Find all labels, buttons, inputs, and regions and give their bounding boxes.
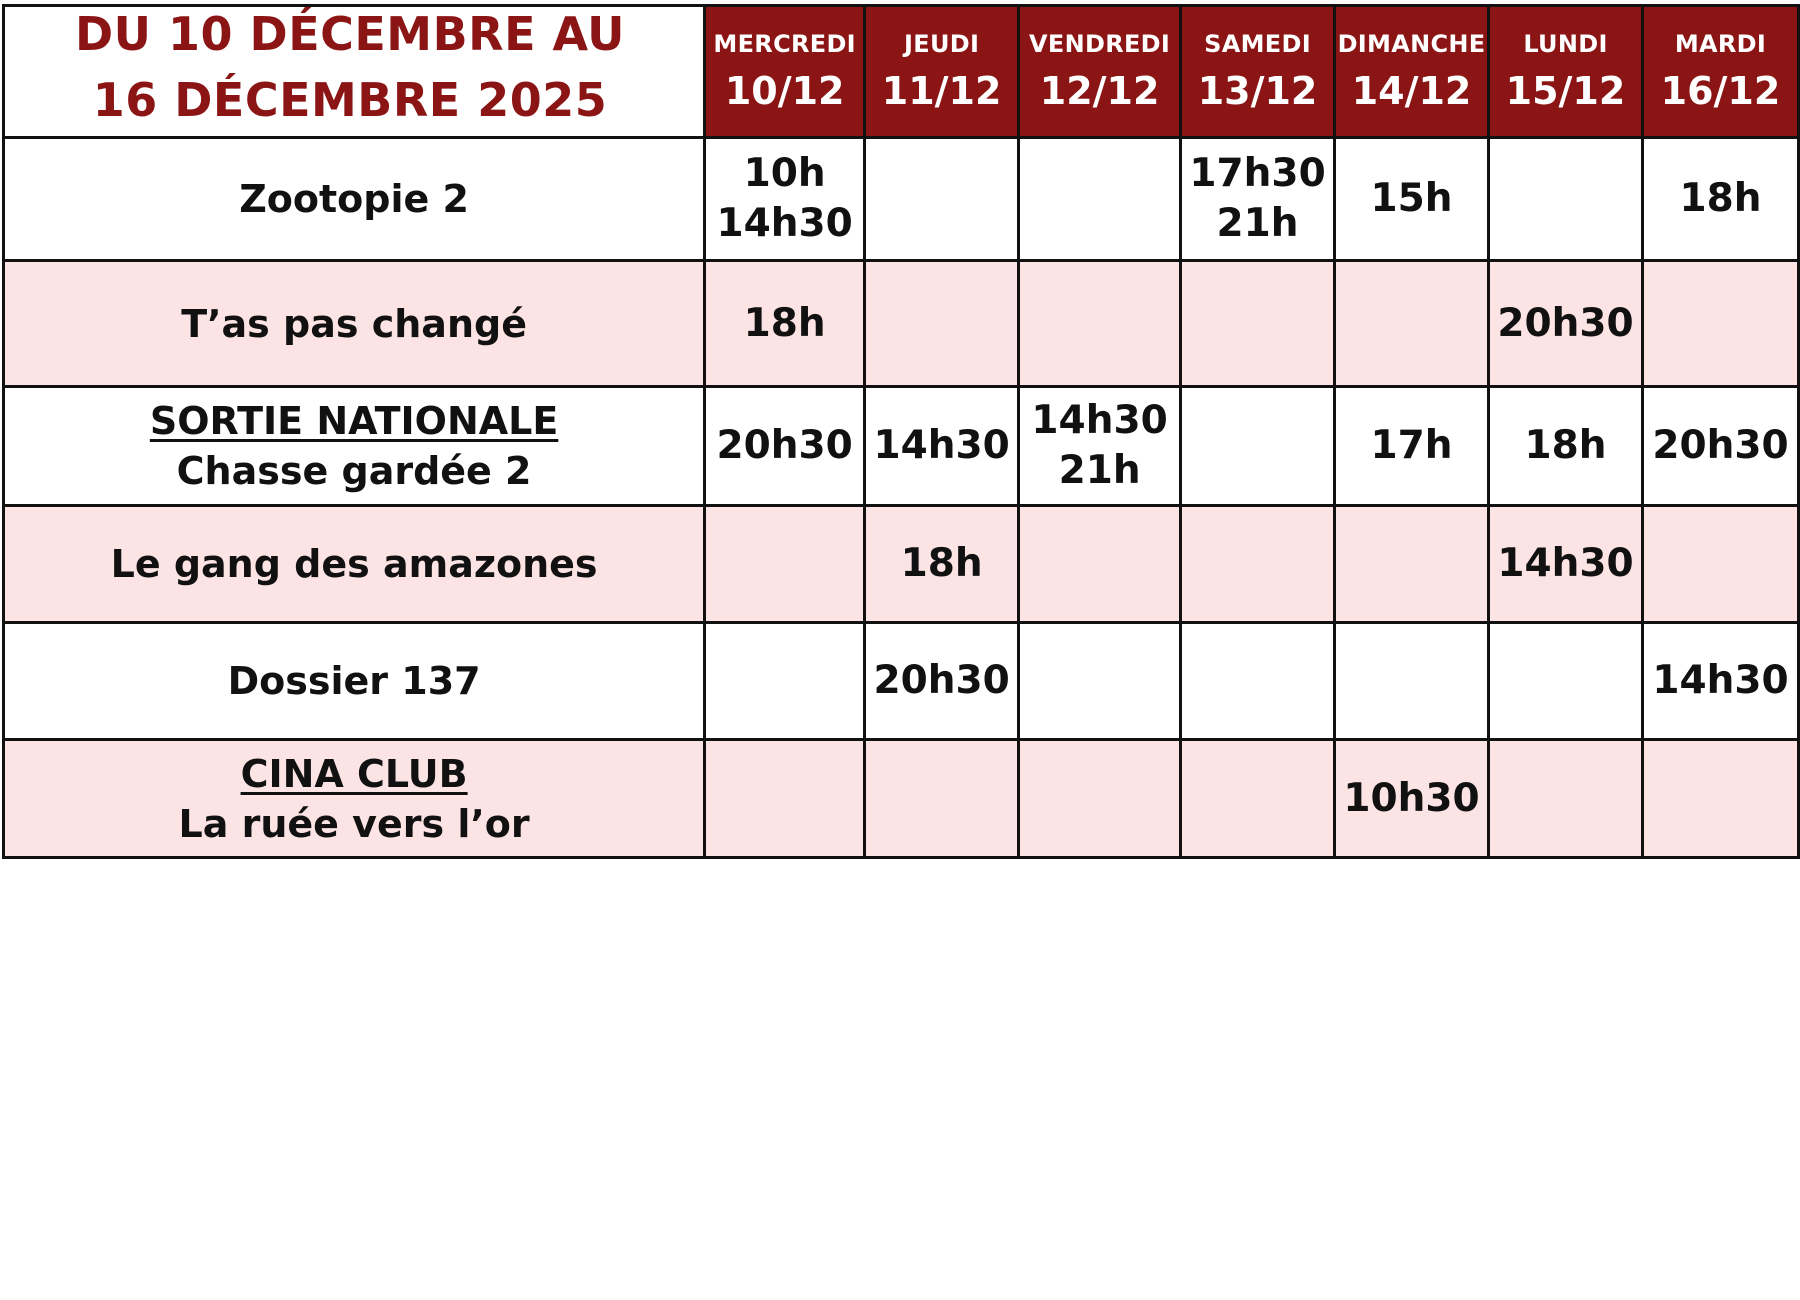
showtime-cell-mercredi — [705, 740, 865, 858]
showtime-cell-mercredi — [705, 387, 865, 506]
film-row — [4, 506, 1799, 623]
day-header-dimanche — [1335, 6, 1489, 138]
showtime-cell-mardi — [1642, 506, 1798, 623]
showtime-cell-lundi — [1489, 506, 1643, 623]
film-title-cell — [4, 387, 705, 506]
film-title: Dossier 137 — [227, 659, 481, 703]
showtime-cell-mercredi — [705, 261, 865, 387]
showtime-cell-samedi — [1181, 387, 1335, 506]
showtime-cell-mardi — [1642, 623, 1798, 740]
showtime-cell-mercredi — [705, 138, 865, 261]
screening-schedule-table — [2, 4, 1800, 859]
film-title: Le gang des amazones — [110, 542, 598, 586]
showtime: 14h30 — [1497, 541, 1634, 586]
showtime-cell-samedi — [1181, 740, 1335, 858]
showtime: 15h — [1370, 176, 1453, 221]
showtime-cell-dimanche — [1335, 261, 1489, 387]
film-row — [4, 387, 1799, 506]
showtime-cell-mardi — [1642, 261, 1798, 387]
showtime-cell-dimanche — [1335, 506, 1489, 623]
day-name: MARDI — [1674, 29, 1767, 58]
showtime-cell-samedi — [1181, 261, 1335, 387]
day-name: VENDREDI — [1029, 29, 1171, 58]
film-row — [4, 623, 1799, 740]
schedule-body — [4, 138, 1799, 858]
showtime: 14h30 — [873, 423, 1010, 468]
showtime: 10h — [743, 151, 826, 196]
day-header-row — [4, 6, 1799, 138]
day-date: 10/12 — [724, 68, 845, 113]
showtime-cell-lundi — [1489, 623, 1643, 740]
day-date: 11/12 — [881, 68, 1002, 113]
showtime-cell-samedi — [1181, 506, 1335, 623]
showtime-cell-lundi — [1489, 261, 1643, 387]
film-title: T’as pas changé — [181, 301, 527, 346]
showtime: 18h — [1679, 176, 1762, 221]
film-tag: CINA CLUB — [240, 751, 468, 796]
showtime: 18h — [1524, 423, 1607, 468]
day-header-lundi — [1489, 6, 1643, 138]
film-tag: SORTIE NATIONALE — [149, 399, 559, 443]
showtime-cell-lundi — [1489, 387, 1643, 506]
day-date: 16/12 — [1660, 68, 1781, 113]
showtime: 18h — [743, 300, 826, 346]
day-header-mercredi — [705, 6, 865, 138]
film-row — [4, 740, 1799, 858]
showtime: 20h30 — [716, 423, 853, 468]
showtime-cell-jeudi — [865, 623, 1019, 740]
showtime: 14h30 — [716, 201, 853, 246]
showtime-cell-samedi — [1181, 138, 1335, 261]
showtime-cell-dimanche — [1335, 138, 1489, 261]
header-corner — [4, 6, 705, 138]
showtime: 18h — [900, 541, 983, 586]
showtime-cell-jeudi — [865, 387, 1019, 506]
day-name: MERCREDI — [713, 29, 856, 58]
day-header-vendredi — [1019, 6, 1181, 138]
showtime-cell-mardi — [1642, 138, 1798, 261]
showtime: 20h30 — [873, 658, 1010, 703]
showtime-cell-vendredi — [1019, 740, 1181, 858]
film-title-cell — [4, 740, 705, 858]
showtime-cell-vendredi — [1019, 506, 1181, 623]
showtime-cell-dimanche — [1335, 623, 1489, 740]
showtime-cell-mercredi — [705, 506, 865, 623]
day-date: 15/12 — [1505, 68, 1626, 113]
film-title: Zootopie 2 — [239, 177, 469, 221]
showtime-cell-lundi — [1489, 138, 1643, 261]
film-title: La ruée vers l’or — [178, 801, 530, 846]
day-name: SAMEDI — [1204, 29, 1311, 58]
film-title-cell — [4, 261, 705, 387]
day-header-jeudi — [865, 6, 1019, 138]
showtime: 21h — [1058, 448, 1141, 493]
day-name: JEUDI — [904, 29, 980, 58]
showtime: 21h — [1216, 201, 1299, 246]
showtime-cell-jeudi — [865, 506, 1019, 623]
showtime: 20h30 — [1497, 300, 1634, 346]
day-name: LUNDI — [1523, 29, 1608, 58]
day-header-samedi — [1181, 6, 1335, 138]
showtime: 14h30 — [1652, 658, 1789, 703]
film-title-cell — [4, 138, 705, 261]
showtime: 20h30 — [1652, 423, 1789, 468]
showtime-cell-jeudi — [865, 740, 1019, 858]
showtime: 17h — [1370, 423, 1453, 468]
film-title-cell — [4, 623, 705, 740]
showtime-cell-dimanche — [1335, 387, 1489, 506]
showtime-cell-mardi — [1642, 387, 1798, 506]
showtime: 14h30 — [1031, 398, 1168, 443]
day-name: DIMANCHE — [1337, 29, 1486, 58]
showtime-cell-lundi — [1489, 740, 1643, 858]
film-title: Chasse gardée 2 — [176, 449, 532, 493]
showtime-cell-mardi — [1642, 740, 1798, 858]
showtime-cell-mercredi — [705, 623, 865, 740]
film-title-cell — [4, 506, 705, 623]
showtime-cell-vendredi — [1019, 138, 1181, 261]
title-line-1: DU 10 DÉCEMBRE AU — [74, 6, 626, 61]
showtime-cell-samedi — [1181, 623, 1335, 740]
day-header-mardi — [1642, 6, 1798, 138]
showtime-cell-jeudi — [865, 138, 1019, 261]
showtime: 17h30 — [1189, 151, 1326, 196]
showtime-cell-vendredi — [1019, 387, 1181, 506]
title-line-2: 16 DÉCEMBRE 2025 — [92, 72, 608, 127]
showtime: 10h30 — [1343, 775, 1480, 821]
day-date: 13/12 — [1197, 68, 1318, 113]
showtime-cell-vendredi — [1019, 261, 1181, 387]
day-date: 12/12 — [1039, 68, 1160, 113]
day-date: 14/12 — [1351, 68, 1472, 113]
showtime-cell-vendredi — [1019, 623, 1181, 740]
showtime-cell-jeudi — [865, 261, 1019, 387]
film-row — [4, 138, 1799, 261]
film-row — [4, 261, 1799, 387]
showtime-cell-dimanche — [1335, 740, 1489, 858]
